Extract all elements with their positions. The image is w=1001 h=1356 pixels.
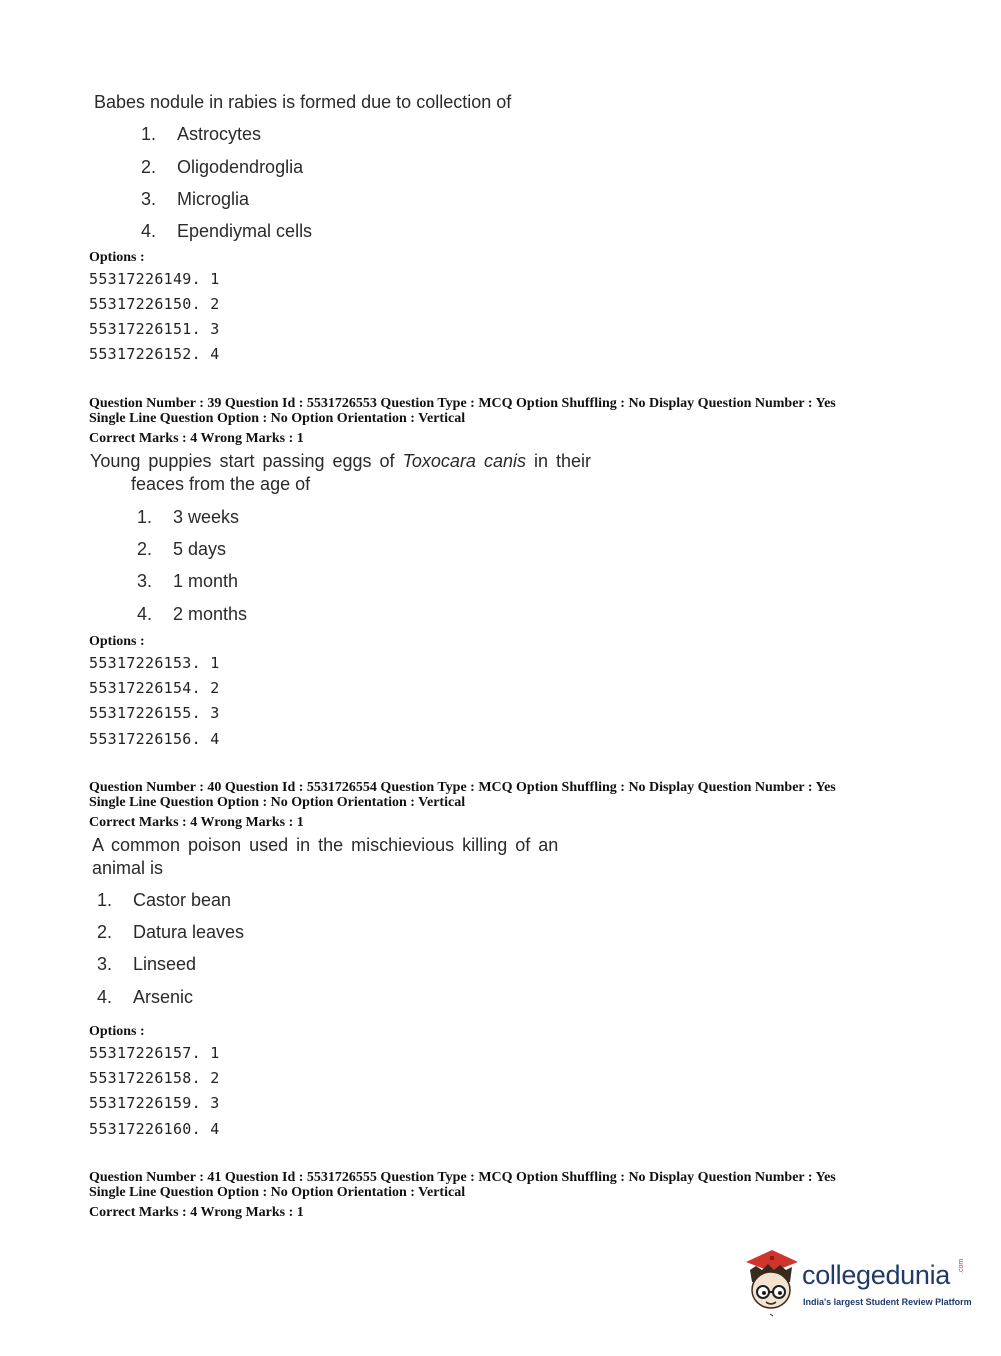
logo-com-suffix: .com	[958, 1258, 965, 1274]
q40-meta-line2: Single Line Question Option : No Option Orientation : Vertical	[89, 795, 466, 810]
q39-meta-line1: Question Number : 39 Question Id : 5531726553 Question Type : MCQ Option Shuffling : No Display Question Number : Yes	[89, 396, 836, 411]
q40-option-id: 55317226158. 2	[89, 1069, 220, 1087]
q38-choice: 1. Astrocytes	[141, 124, 262, 144]
q40-question-line2: animal is	[92, 858, 164, 878]
logo-tagline: India's largest Student Review Platform	[803, 1297, 972, 1307]
q41-meta-line1: Question Number : 41 Question Id : 5531726555 Question Type : MCQ Option Shuffling : No Display Question Number : Yes	[89, 1170, 836, 1185]
q40-choice: 2. Datura leaves	[97, 922, 245, 942]
q38-option-id: 55317226152. 4	[89, 345, 220, 363]
q38-option-id: 55317226149. 1	[89, 270, 220, 288]
q38-options-label: Options :	[89, 250, 145, 265]
q40-question-line1: A common poison used in the mischievious killing of an	[92, 835, 559, 855]
q39-option-id: 55317226156. 4	[89, 730, 220, 748]
q38-choice: 4. Ependiymal cells	[141, 221, 313, 241]
q39-marks: Correct Marks : 4 Wrong Marks : 1	[89, 431, 304, 446]
q39-choice: 1. 3 weeks	[137, 507, 240, 527]
q40-meta-line1: Question Number : 40 Question Id : 5531726554 Question Type : MCQ Option Shuffling : No Display Question Number : Yes	[89, 780, 836, 795]
mascot-icon	[740, 1248, 802, 1318]
q41-marks: Correct Marks : 4 Wrong Marks : 1	[89, 1205, 304, 1220]
q39-choice: 4. 2 months	[137, 604, 248, 624]
q40-option-id: 55317226159. 3	[89, 1094, 220, 1112]
logo-wordmark: collegedunia	[802, 1260, 951, 1290]
q40-choice: 4. Arsenic	[97, 987, 194, 1007]
q38-choice: 2. Oligodendroglia	[141, 157, 304, 177]
q40-option-id: 55317226157. 1	[89, 1044, 220, 1062]
q39-option-id: 55317226154. 2	[89, 679, 220, 697]
q38-option-id: 55317226151. 3	[89, 320, 220, 338]
q39-question-line1: Young puppies start passing eggs of Toxocara canis in their	[90, 451, 591, 471]
q39-meta-line2: Single Line Question Option : No Option Orientation : Vertical	[89, 411, 466, 426]
q38-choice: 3. Microglia	[141, 189, 250, 209]
q40-marks: Correct Marks : 4 Wrong Marks : 1	[89, 815, 304, 830]
collegedunia-logo	[740, 1248, 970, 1318]
q39-options-label: Options :	[89, 634, 145, 649]
q41-meta-line2: Single Line Question Option : No Option Orientation : Vertical	[89, 1185, 466, 1200]
q39-choice: 3. 1 month	[137, 571, 239, 591]
q40-choice: 1. Castor bean	[97, 890, 232, 910]
q39-question-line2: feaces from the age of	[131, 474, 311, 494]
q38-option-id: 55317226150. 2	[89, 295, 220, 313]
q39-choice: 2. 5 days	[137, 539, 227, 559]
q39-option-id: 55317226153. 1	[89, 654, 220, 672]
q40-choice: 3. Linseed	[97, 954, 197, 974]
q40-option-id: 55317226160. 4	[89, 1120, 220, 1138]
q38-question-text: Babes nodule in rabies is formed due to collection of	[94, 92, 512, 112]
q40-options-label: Options :	[89, 1024, 145, 1039]
q39-option-id: 55317226155. 3	[89, 704, 220, 722]
